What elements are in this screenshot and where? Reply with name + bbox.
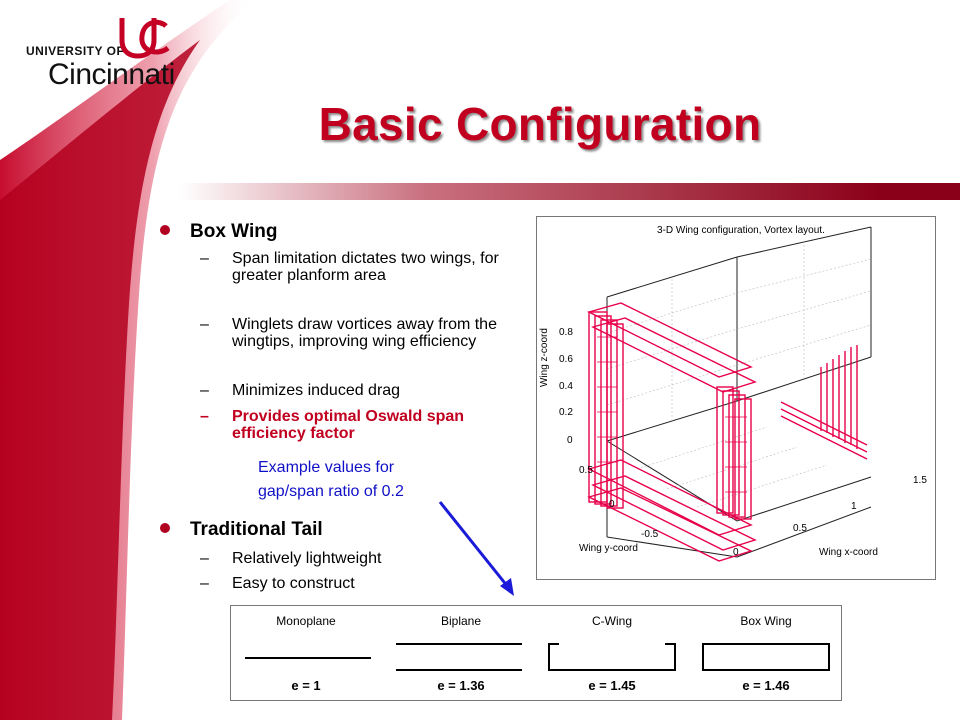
example-note-line-1: Example values for (258, 459, 395, 476)
example-note (258, 456, 458, 504)
biplane-icon (386, 632, 536, 676)
y-tick: -0.5 (641, 529, 659, 540)
dash-icon: – (200, 408, 209, 425)
comparison-name: C-Wing (591, 614, 632, 628)
x-tick: 0 (733, 547, 739, 558)
dash-icon: – (200, 575, 209, 592)
z-tick: 0 (567, 435, 573, 446)
box-wing-heading-text: Box Wing (190, 221, 278, 242)
comparison-name: Box Wing (740, 614, 792, 628)
z-tick: 0.4 (559, 381, 573, 392)
comparison-name: Biplane (440, 614, 482, 628)
uc-mark-icon (114, 14, 174, 60)
y-axis-label: Wing y-coord (579, 543, 638, 554)
x-tick: 0.5 (793, 523, 807, 534)
box-wing-point-4 (200, 408, 520, 442)
dash-icon: – (200, 316, 209, 333)
example-note-line-2: gap/span ratio of 0.2 (258, 483, 404, 500)
dash-icon: – (200, 250, 209, 267)
monoplane-icon (231, 632, 381, 676)
logo-line-2: Cincinnati (48, 58, 175, 91)
box-wing-point-3-text: Minimizes induced drag (232, 382, 401, 399)
comparison-biplane (386, 606, 536, 702)
x-axis-label: Wing x-coord (819, 547, 878, 558)
box-wing-point-2 (200, 316, 520, 350)
z-tick: 0.2 (559, 407, 573, 418)
x-tick: 1.5 (913, 475, 927, 486)
y-tick: 0 (609, 499, 615, 510)
tail-point-1-text: Relatively lightweight (232, 550, 382, 567)
comparison-value: e = 1.36 (437, 678, 485, 693)
c-wing-icon (537, 632, 687, 676)
dash-icon: – (200, 550, 209, 567)
comparison-name: Monoplane (276, 614, 336, 628)
box-wing-icon (691, 632, 841, 676)
tail-point-2-text: Easy to construct (232, 575, 355, 592)
comparison-c-wing (537, 606, 687, 702)
comparison-value: e = 1.46 (742, 678, 790, 693)
tail-point-2 (200, 575, 520, 592)
comparison-value: e = 1.45 (588, 678, 636, 693)
x-tick: 1 (851, 501, 857, 512)
bullet-icon (160, 225, 170, 235)
logo-line-1: UNIVERSITY OF (26, 44, 125, 58)
vortex-mesh (589, 303, 867, 561)
university-logo (26, 14, 186, 94)
z-axis-label: Wing z-coord (539, 328, 550, 387)
page-title: Basic Configuration (318, 98, 762, 150)
comparison-value: e = 1 (291, 678, 321, 693)
wing-comparison-panel (230, 605, 842, 701)
vortex-layout-plot (536, 216, 936, 580)
comparison-monoplane (231, 606, 381, 702)
z-tick: 0.8 (559, 327, 573, 338)
plot-title: 3-D Wing configuration, Vortex layout. (657, 225, 825, 236)
y-tick: 0.5 (579, 465, 593, 476)
z-tick: 0.6 (559, 354, 573, 365)
traditional-tail-heading (160, 519, 323, 541)
box-wing-point-4-text: Provides optimal Oswald span efficiency factor (232, 408, 465, 442)
box-wing-point-2-text: Winglets draw vortices away from the wingtips, improving wing efficiency (232, 316, 497, 350)
box-wing-point-1 (200, 250, 520, 284)
traditional-tail-heading-text: Traditional Tail (190, 519, 323, 540)
dash-icon: – (200, 382, 209, 399)
comparison-box-wing (691, 606, 841, 702)
tail-point-1 (200, 550, 520, 567)
box-wing-heading (160, 221, 277, 243)
box-wing-point-3 (200, 382, 520, 399)
bullet-icon (160, 523, 170, 533)
box-wing-point-1-text: Span limitation dictates two wings, for greater planform area (232, 250, 499, 284)
vortex-layout-figure (537, 217, 937, 581)
